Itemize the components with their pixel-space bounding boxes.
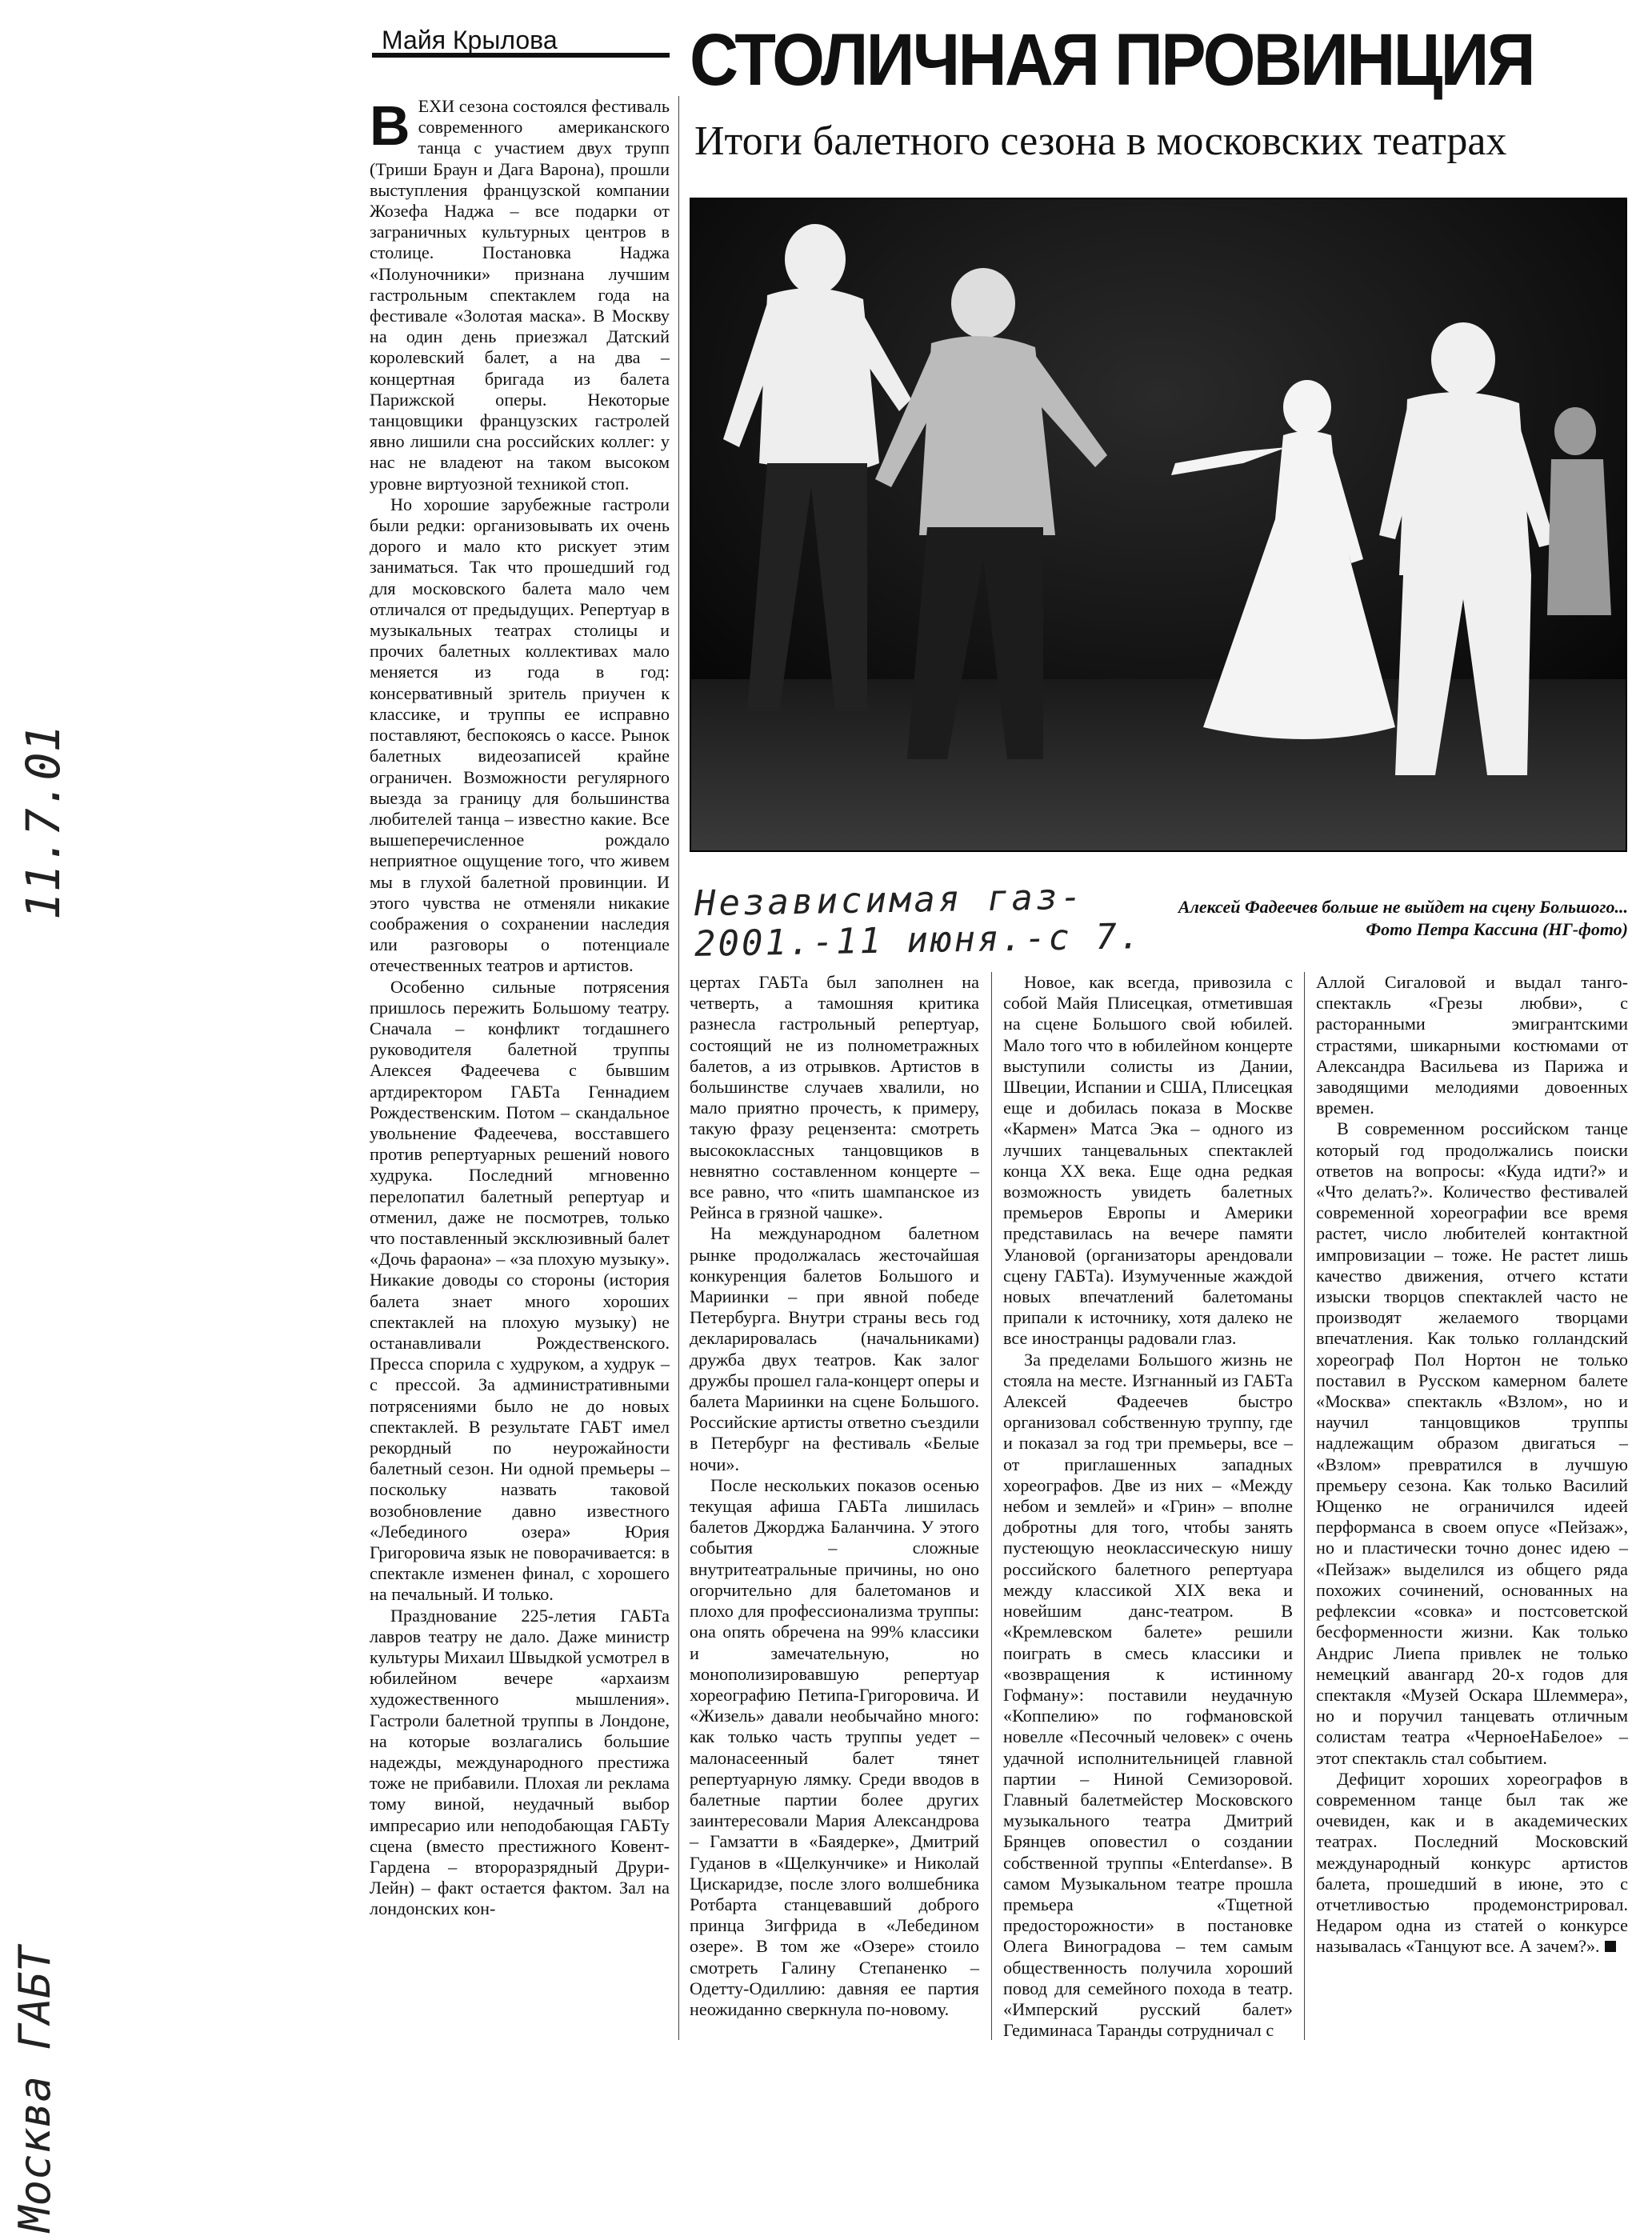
paragraph: Особенно сильные потрясения пришлось пережить Большому театру. Сначала – конфликт тогдашнего руководителя балетной труппы Алексея Фадеечева с бывшим артдиректором ГАБТа Геннадием Рождественским. Потом – скандальное увольнение Фадеечева, восставшего против репертуарных решений нового худрука. Последний мгновенно перелопатил балетный репертуар и отменил, даже не посмотрев, только что поставленный эксклюзивный балет «Дочь фараона» – «за плохую музыку». Никакие доводы со стороны (история балета знает много хороших спектаклей на плохую музыку) не останавливали Рождественского. Пресса спорила с худруком, а худрук – с прессой. За административными потрясениями было не до новых спектаклей. В результате ГАБТ имел рекордный по неурожайности балетный сезон. Ни одной премьеры – поскольку назвать таковой возобновление давно известного «Лебединого озера» Юрия Григоровича язык не поворачивается: в спектакле изменен финал, с хорошего на печальный. И только. <box>370 976 670 1605</box>
article-column-3 <box>1003 972 1293 2040</box>
paragraph: На международном балетном рынке продолжалась жесточайшая конкуренция балетов Большого и Мариинки – при явной победе Петербурга. Внутри страны весь год декларировалась (начальниками) дружба двух театров. Как залог дружбы прошел гала-концерт оперы и балета Мариинки на сцене Большого. Российские артисты ответно съездили в Петербург на фестиваль «Белые ночи». <box>690 1223 979 1474</box>
photo-caption-line1: Алексей Фадеечев больше не выйдет на сцену Большого... <box>1178 897 1628 917</box>
drop-cap: В <box>370 94 410 157</box>
photo-credit: Фото Петра Кассина (НГ-фото) <box>1366 919 1628 939</box>
paragraph <box>1316 1769 1628 1958</box>
paragraph: Аллой Сигаловой и выдал танго-спектакль «Грезы любви», с расторанными эмигрантскими страстями, шикарными костюмами от Александра Васильева из Парижа и заводящими мелодиями довоенных времен. <box>1316 972 1628 1118</box>
paragraph: Но хорошие зарубежные гастроли были редки: организовывать их очень дорого и мало кто рискует этим заниматься. Так что прошедший год для московского балета мало чем отличался от предыдущих. Репертуар в музыкальных театрах столицы и прочих балетных коллективах мало меняется из года в год: консервативный зритель приучен к классике, и труппы ее исправно поставляют, беспокоясь о кассе. Рынок балетных видеозаписей крайне ограничен. Возможности регулярного выезда за границу для большинства любителей танца – известно какие. Все вышеперечисленное рождало неприятное ощущение того, что живем мы в глухой балетной провинции. И этого чувства не отменяли никакие соображения о сохранении наследия или разговоры о потенциале отечественных театров и артистов. <box>370 494 670 976</box>
paragraph: В современном российском танце который год продолжались поиски ответов на вопросы: «Куда идти?» и «Что делать?». Количество фестивалей современной хореографии все время растет, число любителей контактной импровизации – тоже. Не растет лишь качество движения, отчего кстати изыски творцов спектаклей часто не производят желаемого творцами впечатления. Как только голландский хореограф Пол Нортон не только поставил в Русском камерном балете «Москва» спектакль «Взлом», но и научил танцовщиков труппы надлежащим образом двигаться – «Взлом» превратился в лучшую премьеру сезона. Как только Василий Ющенко не ограничился идеей перформанса в своем опусе «Пейзаж», но и пластически точно донес идею – «Пейзаж» выделился из общего ряда похожих сочинений, основанных на рефлексии «совка» и постсоветской бесформенности жизни. Как только Андрис Лиепа привлек не только немецкий авангард 20-х годов для спектакля «Музей Оскара Шлеммера», но и поручил танцевать отличным солистам театра «ЧерноеНаБелое» – этот спектакль стал событием. <box>1316 1118 1628 1768</box>
author-byline: Майя Крылова <box>372 24 670 58</box>
paragraph: ЕХИ сезона состоялся фестиваль современного американского танца с участием двух трупп (Триши Браун и Дага Варона), прошли выступления французской компании Жозефа Наджа – все подарки от заграничных культурных центров в столице. Постановка Наджа «Полуночники» признана лучшим гастрольным спектаклем года на фестивале «Золотая маска». В Москву на один день приезжал Датский королевский балет, а на два – концертная бригада из балета Парижской оперы. Некоторые танцовщики французских гастролей явно лишили сна российских коллег: у нас не владеют на таком высоком уровне виртуозной техникой стоп. <box>370 96 670 494</box>
handwritten-source-line1: Независимая газ- <box>694 876 1086 925</box>
newspaper-clipping: Майя Крылова СТОЛИЧНАЯ ПРОВИНЦИЯ Итоги балетного сезона в московских театрах Независимая газ- 2001.-11 июня.-с 7. Алексей Фадеечев больше не выйдет на сцену Большого... Фото Петра Кассина (НГ-фото) 11.7.01 Москва ГАБТ В ЕХИ сезона состоялся фестиваль современного американского танца с участием двух трупп (Триши Браун и Дага Варона), прошли выступления французской компании Жозефа Наджа – все подарки от заграничных культурных центров в столице. Постановка Наджа «Полуночники» признана лучшим гастрольным спектаклем года на фестивале «Золотая маска». В Москву на один день приезжал Датский королевский балет, а на два – концертная бригада из балета Парижской оперы. Некоторые танцовщики французских гастролей явно лишили сна российских коллег: у нас не владеют на таком высоком уровне виртуозной техникой стоп. Но хорошие зарубежные гастроли были редки: организовывать их очень дорого и мало кто рискует этим заниматься. Так что прошедший год для московского балета мало чем отличался от предыдущих. Репертуар в музыкальных театрах столицы и прочих балетных коллективах мало меняется из года в год: консервативный зритель приучен к классике, и труппы ее исправно поставляют, беспокоясь о кассе. Рынок балетных видеозаписей крайне ограничен. Возможности регулярного выезда за границу для большинства любителей танца – известно какие. Все вышеперечисленное рождало неприятное ощущение того, что живем мы в глухой балетной провинции. И этого чувства не отменяли никакие соображения о сохранении наследия или разговоры о потенциале отечественных театров и артистов. Особенно сильные потрясения пришлось пережить Большому театру. Сначала – конфликт тогдашнего руководителя балетной труппы Алексея Фадеечева с бывшим артдиректором ГАБТа Геннадием Рождественским. Потом – скандальное увольнение Фадеечева, восставшего против репертуарных решений нового худрука. Последний мгновенно перелопатил балетный репертуар и отменил, даже не посмотрев, только что поставленный эксклюзивный балет «Дочь фараона» – «за плохую музыку». Никакие доводы со стороны (история балета знает много хороших спектаклей на плохую музыку) не останавливали Рождественского. Пресса спорила с худруком, а худрук – с прессой. За административными потрясениями было не до новых спектаклей. В результате ГАБТ имел рекордный по неурожайности балетный сезон. Ни одной премьеры – поскольку назвать таковой возобновление давно известного «Лебединого озера» Юрия Григоровича язык не поворачивается: в спектакле изменен финал, с хорошего на печальный. И только. Празднование 225-летия ГАБТа лавров театру не дало. Даже министр культуры Михаил Швыдкой усмотрел в юбилейном вечере «архаизм художественного мышления». Гастроли балетной труппы в Лондоне, на которые возлагались большие надежды, международного престижа тоже не прибавили. Плохая ли реклама тому виной, неудачный выбор импресарио или неподобающая ГАБТу сцена (вместо престижного Ковент-Гардена – второразрядный Друри-Лейн) – факт остается фактом. Зал на лондонских кон- цертах ГАБТа был заполнен на четверть, а тамошняя критика разнесла гастрольный репертуар, состоящий не из полнометражных балетов, а из отрывков. Артистов в большинстве случаев хвалили, но мало приятно прочесть, к примеру, такую фразу рецензента: смотреть высококлассных танцовщиков в невнятно составленном концерте – все равно, что «пить шампанское из Рейнса в грязной чашке». На международном балетном рынке продолжалась жесточайшая конкуренция балетов Большого и Мариинки – при явной победе Петербурга. Внутри страны весь год декларировалась (начальниками) дружба двух театров. Как залог дружбы прошел гала-концерт оперы и балета Мариинки на сцене Большого. Российские артисты ответно съездили в Петербург на фестиваль «Белые ночи». После нескольких показов осенью текущая афиша ГАБТа лишилась балетов Джорджа Баланчина. У этого события – сложные внутритеатральные причины, но оно огорчительно для балетоманов и плохо для профессионализма труппы: она опять обречена на 99% классики и замечательную, но монополизировавшую репертуар хореографию Петипа-Григоровича. И «Жизель» давали необычайно много: как только часть труппы уедет – малонасеенный балет тянет репертуарную лямку. Среди вводов в балетные партии более других заинтересовали Мария Александрова – Гамзатти в «Баядерке», Дмитрий Гуданов в «Щелкунчике» и Николай Цискаридзе, после злого волшебника Ротбарта станцевавший доброго принца Зигфрида в «Лебедином озере». В том же «Озере» стоило смотреть Галину Степаненко – Одетту-Одиллию: давняя ее партия неожиданно сверкнула по-новому. Новое, как всегда, привозила с собой Майя Плисецкая, отметившая на сцене Большого свой юбилей. Мало того что в юбилейном концерте выступили солисты из Дании, Швеции, Испании и США, Плисецкая еще и добилась показа в Москве «Кармен» Матса Эка – одного из лучших танцевальных спектаклей конца XX века. Еще одна редкая возможность увидеть балетных премьеров Европы и Америки представилась на вечере памяти Улановой (организаторы арендовали сцену ГАБТа). Изумученные жаждой новых впечатлений балетоманы припали к источнику, хотя далеко не все иностранцы радовали глаз. За пределами Большого жизнь не стояла на месте. Изгнанный из ГАБТа Алексей Фадеечев быстро организовал собственную труппу, где и показал за год три премьеры, все – от приглашенных западных хореографов. Две из них – «Между небом и землей» и «Грин» – вполне добротны для того, чтобы занять пустеющую неоклассическую нишу российского балетного репертуара между классикой XIX века и новейшим данс-театром. В «Кремлевском балете» решили поиграть в смесь классики и «возвращения к истинному Гофману»: поставили неудачную «Коппелию» по гофмановской новелле «Песочный человек» с очень удачной исполнительницей главной партии – Ниной Семизоровой. Главный балетмейстер Московского музыкального театра Дмитрий Брянцев оповестил о создании собственной труппы «Enterdanse». В самом Музыкальном театре прошла премьера «Тщетной предосторожности» в постановке Олега Виноградова – тем самым общественность получила хороший повод для семейного похода в театр. «Имперский русский балет» Гедиминаса Таранды сотрудничал с Аллой Сигаловой и выдал танго-спектакль «Грезы любви», с расторанными эмигрантскими страстями, шикарными костюмами от Александра Васильева из Парижа и заводящими мелодиями довоенных времен. В современном российском танце который год продолжались поиски ответов на вопросы: «Куда идти?» и «Что делать?». Количество фестивалей современной хореографии все время растет, число любителей контактной импровизации – тоже. Не растет лишь качество движения, отчего кстати изыски творцов спектаклей часто не производят желаемого творцами впечатления. Как только голландский хореограф Пол Нортон не только поставил в Русском камерном балете «Москва» спектакль «Взлом», но и научил танцовщиков труппы надлежащим образом двигаться – «Взлом» превратился в лучшую премьеру сезона. Как только Василий Ющенко не ограничился идеей перформанса в своем опусе «Пейзаж», но и пластически точно донес идею – «Пейзаж» выделился из общего ряда похожих сочинений, основанных на рефлексии «совка» и постсоветской бесформенности жизни. Как только Андрис Лиепа привлек не только немецкий авангард 20-х годов для спектакля «Музей Оскара Шлеммера», но и поручил танцевать отличным солистам театра «ЧерноеНаБелое» – этот спектакль стал событием. Дефицит хороших хореографов в современном танце был так же очевиден, как и в академических театрах. Последний Московский международный конкурс артистов балета, прошедший в июне, это с отчетливостью продемонстрировал. Недаром одна из статей о конкурсе называлась «Танцуют все. А зачем?». <box>0 0 1652 2240</box>
handwritten-source-line2: 2001.-11 июня.-с 7. <box>694 916 1143 965</box>
article-column-4 <box>1316 972 1628 2040</box>
article-column-2 <box>690 972 979 2040</box>
headline: СТОЛИЧНАЯ ПРОВИНЦИЯ <box>690 19 1534 101</box>
paragraph: За пределами Большого жизнь не стояла на месте. Изгнанный из ГАБТа Алексей Фадеечев быстро организовал собственную труппу, где и показал за год три премьеры, все – от приглашенных западных хореографов. Две из них – «Между небом и землей» и «Грин» – вполне добротны для того, чтобы занять пустеющую неоклассическую нишу российского балетного репертуара между классикой XIX века и новейшим данс-театром. В «Кремлевском балете» решили поиграть в смесь классики и «возвращения к истинному Гофману»: поставили неудачную «Коппелию» по гофмановской новелле «Песочный человек» с очень удачной исполнительницей главной партии – Ниной Семизоровой. Главный балетмейстер Московского музыкального театра Дмитрий Брянцев оповестил о создании собственной труппы «Enterdanse». В самом Музыкальном театре прошла премьера «Тщетной предосторожности» в постановке Олега Виноградова – тем самым общественность получила хороший повод для семейного похода в театр. «Имперский русский балет» Гедиминаса Таранды сотрудничал с <box>1003 1349 1293 2041</box>
paragraph: Новое, как всегда, привозила с собой Майя Плисецкая, отметившая на сцене Большого свой юбилей. Мало того что в юбилейном концерте выступили солисты из Дании, Швеции, Испании и США, Плисецкая еще и добилась показа в Москве «Кармен» Матса Эка – одного из лучших танцевальных спектаклей конца XX века. Еще одна редкая возможность увидеть балетных премьеров Европы и Америки представилась на вечере памяти Улановой (организаторы арендовали сцену ГАБТа). Изумученные жаждой новых впечатлений балетоманы припали к источнику, хотя далеко не все иностранцы радовали глаз. <box>1003 972 1293 1349</box>
column-divider <box>678 96 679 2040</box>
column-divider <box>991 972 992 2040</box>
photo-caption <box>1000 896 1628 941</box>
paragraph: После нескольких показов осенью текущая афиша ГАБТа лишилась балетов Джорджа Баланчина. У этого события – сложные внутритеатральные причины, но оно огорчительно для балетоманов и плохо для профессионализма труппы: она опять обречена на 99% классики и замечательную, но монополизировавшую репертуар хореографию Петипа-Григоровича. И «Жизель» давали необычайно много: как только часть труппы уедет – малонасеенный балет тянет репертуарную лямку. Среди вводов в балетные партии более других заинтересовали Мария Александрова – Гамзатти в «Баядерке», Дмитрий Гуданов в «Щелкунчике» и Николай Цискаридзе, после злого волшебника Ротбарта станцевавший доброго принца Зигфрида в «Лебедином озере». В том же «Озере» стоило смотреть Галину Степаненко – Одетту-Одиллию: давняя ее партия неожиданно сверкнула по-новому. <box>690 1474 979 2019</box>
stage-photo <box>690 198 1627 852</box>
handwritten-margin-note: Москва ГАБТ <box>10 1946 60 2232</box>
stage-photo-illustration <box>691 199 1626 850</box>
end-of-article-mark <box>1605 1941 1616 1952</box>
subheadline: Итоги балетного сезона в московских театрах <box>694 118 1507 164</box>
article-column-1 <box>370 96 670 2040</box>
paragraph: Празднование 225-летия ГАБТа лавров театру не дало. Даже министр культуры Михаил Швыдкой усмотрел в юбилейном вечере «архаизм художественного мышления». Гастроли балетной труппы в Лондоне, на которые возлагались большие надежды, международного престижа тоже не прибавили. Плохая ли реклама тому виной, неудачный выбор импресарио или неподобающая ГАБТу сцена (вместо престижного Ковент-Гардена – второразрядный Друри-Лейн) – факт остается фактом. Зал на лондонских кон- <box>370 1605 670 1919</box>
paragraph-text: Дефицит хороших хореографов в современном танце был так же очевиден, как и в академических театрах. Последний Московский международный конкурс артистов балета, прошедший в июне, это с отчетливостью продемонстрировал. Недаром одна из статей о конкурсе называлась «Танцуют все. А зачем?». <box>1316 1768 1628 1957</box>
paragraph: цертах ГАБТа был заполнен на четверть, а тамошняя критика разнесла гастрольный репертуар, состоящий не из полнометражных балетов, а из отрывков. Артистов в большинстве случаев хвалили, но мало приятно прочесть, к примеру, такую фразу рецензента: смотреть высококлассных танцовщиков в невнятно составленном концерте – все равно, что «пить шампанское из Рейнса в грязной чашке». <box>690 972 979 1223</box>
column-divider <box>1304 972 1305 2040</box>
